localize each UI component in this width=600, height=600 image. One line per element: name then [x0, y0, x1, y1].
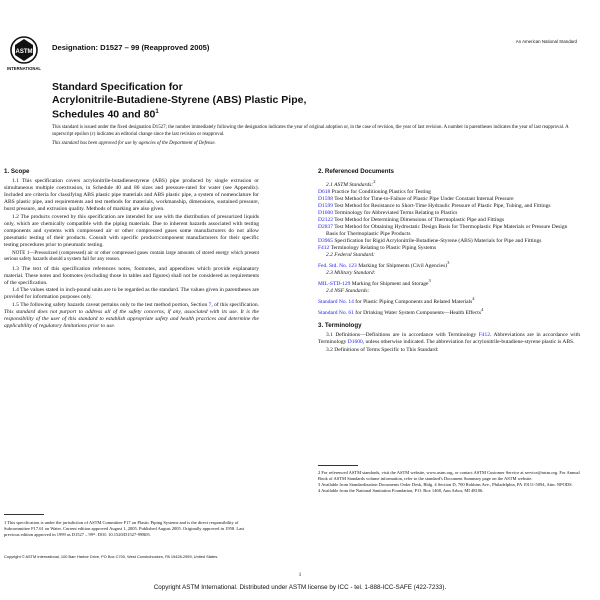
- astm-reference-item: [318, 245, 580, 252]
- astm-code-link[interactable]: D1599: [318, 203, 333, 210]
- astm-reference-title: Terminology Relating to Plastic Piping Systems: [330, 245, 437, 252]
- nsf-61-link[interactable]: Standard No. 61: [318, 309, 354, 316]
- nsf-reference-14: Standard No. 14 for Plastic Piping Components and Related Materials$^4$: [318, 296, 475, 306]
- astm-reference-title: Test Method for Time-to-Failure of Plastic Pipe Under Constant Internal Pressure: [334, 195, 514, 202]
- scope-heading: 1. Scope: [4, 168, 30, 175]
- terminology-3-2: 3.2 Definitions of Terms Specific to This Standard:: [326, 346, 439, 353]
- nsf-14-link[interactable]: Standard No. 14: [318, 299, 354, 306]
- federal-reference: Fed. Std. No. 123 Marking for Shipments (Civil Agencies)$^3$: [318, 260, 450, 270]
- nsf-reference-61: Standard No. 61 for Drinking Water System Components—Health Effects$^4$: [318, 307, 484, 316]
- military-standard-label: 2.3 Military Standard:: [326, 270, 376, 277]
- astm-code-link[interactable]: D1600: [318, 210, 333, 217]
- scope-1-1: 1.1 This specification covers acrylonitrile-butadienestyrene (ABS) pipe produced by single extrusion or simultaneous multiple coextrusion, in Schedule 40 and 80 sizes and pressure-rated for water (see Appendix). Included are criteria for classifying ABS plastic pipe materials and ABS plastic pipe, a system of nomenclature for ABS plastic pipe, and requirements and test methods for materials, workmanship, dimensions, sustained pressure, burst pressure, and extrusion quality. Methods of marking are also given.: [4, 178, 259, 213]
- scope-1-5: 1.5 The following safety hazards caveat pertains only to the test method portion, Section 7, of this specification. This standard does not purport to address all of the safety concerns, if any, associated with its use. It is the responsibility of the user of this standard to establish appropriate safety and health practices and determine the applicability of regulatory limitations prior to use.: [4, 301, 259, 329]
- federal-code-link[interactable]: Fed. Std. No. 123: [318, 263, 357, 270]
- terminology-3-1: 3.1 Definitions—Definitions are in accordance with Terminology F412. Abbreviations are in accordance with Terminology D1600, unless otherwise indicated. The abbreviation for acrylonitrile-butadiene-styrene plastic is ABS.: [318, 332, 580, 346]
- footnote-rule-right: [318, 465, 358, 466]
- astm-logo: [7, 35, 41, 73]
- copyright-line: Copyright © ASTM International, 100 Barr Harbor Drive, PO Box C700, West Conshohocken, PA 19428-2959, United States.: [4, 554, 219, 559]
- license-footer: Copyright ASTM International. Distributed under ASTM license by ICC - tel. 1-888-ICC-SAFE (422-7233).: [153, 584, 447, 591]
- page-number: 1: [298, 572, 302, 578]
- designation: Designation: D1527 – 99 (Reapproved 2005): [52, 43, 210, 52]
- nsf-standards-label: 2.4 NSF Standards:: [326, 288, 370, 295]
- footnote-1: 1 This specification is under the jurisdiction of ASTM Committee F17 on Plastic Piping Systems and is the direct responsibility of Subcommittee F17.61 on Water. Current edition approved August 1, 2005. Published August 2005. Originally approved in 1958. Last previous edition approved in 1999 as D1527 – 99ᵉ¹. DOI: 10.1520/D1527-99R05.: [4, 520, 245, 537]
- title-line-2: Acrylonitrile-Butadiene-Styrene (ABS) Plastic Pipe,: [52, 93, 307, 106]
- referenced-documents-heading: 2. Referenced Documents: [318, 168, 394, 175]
- footnotes-right: [318, 470, 580, 494]
- astm-reference-item: [318, 196, 580, 203]
- scope-1-4: 1.4 The values stated in inch-pound units are to be regarded as the standard. The values given in parentheses are provided for information purposes only.: [4, 287, 259, 301]
- military-reference: MIL-STD-129 Marking for Shipment and Storage$^3$: [318, 278, 431, 288]
- note-1: NOTE 1—Pressurized (compressed) air or other compressed gases contain large amounts of stored energy which present serious safety hazards should a system fail for any reason.: [4, 251, 259, 263]
- astm-reference-title: Test Method for Determining Dimensions of Thermoplastic Pipe and Fittings: [334, 217, 505, 224]
- military-code-link[interactable]: MIL-STD-129: [318, 281, 351, 288]
- safety-caveat: This standard does not purport to address all of the safety concerns, if any, associated with its use. It is the responsibility of the user of this standard to establish appropriate safety and health practices and determine the applicability of regulatory limitations prior to use.: [4, 308, 259, 329]
- astm-code-link[interactable]: D2837: [318, 224, 333, 231]
- footnote-2: 2 For referenced ASTM standards, visit the ASTM website, www.astm.org, or contact ASTM Customer Service at service@astm.org. For Annual Book of ASTM Standards volume information, refer to the standard's Document Summary page on the ASTM website.: [318, 470, 580, 481]
- american-national-standard: An American National Standard: [515, 39, 577, 44]
- terminology-heading: 3. Terminology: [318, 321, 362, 329]
- astm-code-link[interactable]: D1598: [318, 195, 333, 202]
- issuance-text: This standard is issued under the fixed designation D1527; the number immediately following the designation indicates the year of original adoption or, in the case of revision, the year of last revision. A number in parentheses indicates the year of last reapproval. A superscript epsilon (ε) indicates an editorial change since the last revision or reapproval.: [52, 125, 569, 137]
- scope-1-2: 1.2 The products covered by this specification are intended for use with the distribution of pressurized liquids only, which are chemically compatible with the piping materials. Due to inherent hazards associated with testing components and systems with compressed air or other compressed gases some manufacturers do not allow pneumatic testing of their products. Consult with specific product/component manufacturers for their specific testing procedures prior to pneumatic testing.: [4, 213, 259, 248]
- astm-reference-item: [318, 238, 580, 245]
- astm-reference-item: [318, 189, 580, 196]
- astm-code-link[interactable]: D618: [318, 188, 331, 195]
- astm-reference-title: Practice for Conditioning Plastics for Testing: [331, 188, 431, 195]
- d1600-link[interactable]: D1600: [347, 339, 363, 346]
- astm-code-link[interactable]: D2122: [318, 217, 333, 224]
- f412-link[interactable]: F412: [478, 332, 491, 339]
- left-column: [4, 168, 259, 331]
- right-column: [318, 168, 580, 354]
- federal-standard-label: 2.2 Federal Standard:: [326, 252, 375, 259]
- astm-reference-item: [318, 224, 580, 238]
- svg-text:ASTM: ASTM: [15, 49, 33, 55]
- document-title: [52, 81, 472, 121]
- astm-reference-list: [318, 189, 580, 252]
- astm-reference-title: Test Method for Resistance to Short-Time Hydraulic Pressure of Plastic Pipe, Tubing, and Fittings: [334, 203, 551, 210]
- scope-1-3: 1.3 The text of this specification references notes, footnotes, and appendixes which provide explanatory material. These notes and footnotes (excluding those in tables and figures) shall not be considered as requirements of the specification.: [4, 265, 259, 286]
- astm-reference-title: Terminology for Abbreviated Terms Relating to Plastics: [334, 210, 458, 217]
- astm-code-link[interactable]: F412: [318, 245, 330, 252]
- title-footnote-mark: 1: [155, 109, 159, 115]
- astm-reference-title: Test Method for Obtaining Hydrostatic Design Basis for Thermoplastic Pipe Materials or Pressure Design Basis for Thermoplastic Pipe Products: [326, 224, 568, 238]
- defense-approval: This standard has been approved for use by agencies of the Department of Defense.: [52, 141, 216, 147]
- footnote-rule-left: [4, 514, 44, 515]
- title-line-1: Standard Specification for: [52, 81, 183, 93]
- astm-standards-label: 2.1 ASTM Standards:$^2$: [326, 179, 376, 188]
- astm-reference-title: Specification for Rigid Acrylonitrile-Butadiene-Styrene (ABS) Materials for Pipe and Fittings: [334, 238, 542, 245]
- issuance-note: [52, 125, 572, 148]
- footnote-3: 3 Available from Standardization Documents Order Desk, Bldg. 4 Section D, 700 Robbins Ave., Philadelphia, PA 19111-5094, Attn: NPODS.: [318, 481, 573, 487]
- astm-reference-item: [318, 203, 580, 210]
- footnote-4: 4 Available from the National Sanitation Foundation, P.O. Box 1468, Ann Arbor, MI 48106.: [318, 487, 484, 493]
- astm-code-link[interactable]: D3965: [318, 238, 333, 245]
- section-7-link[interactable]: 7: [208, 301, 212, 308]
- title-line-3: Schedules 40 and $80^1$: [52, 108, 159, 121]
- logo-caption: INTERNATIONAL: [7, 66, 41, 71]
